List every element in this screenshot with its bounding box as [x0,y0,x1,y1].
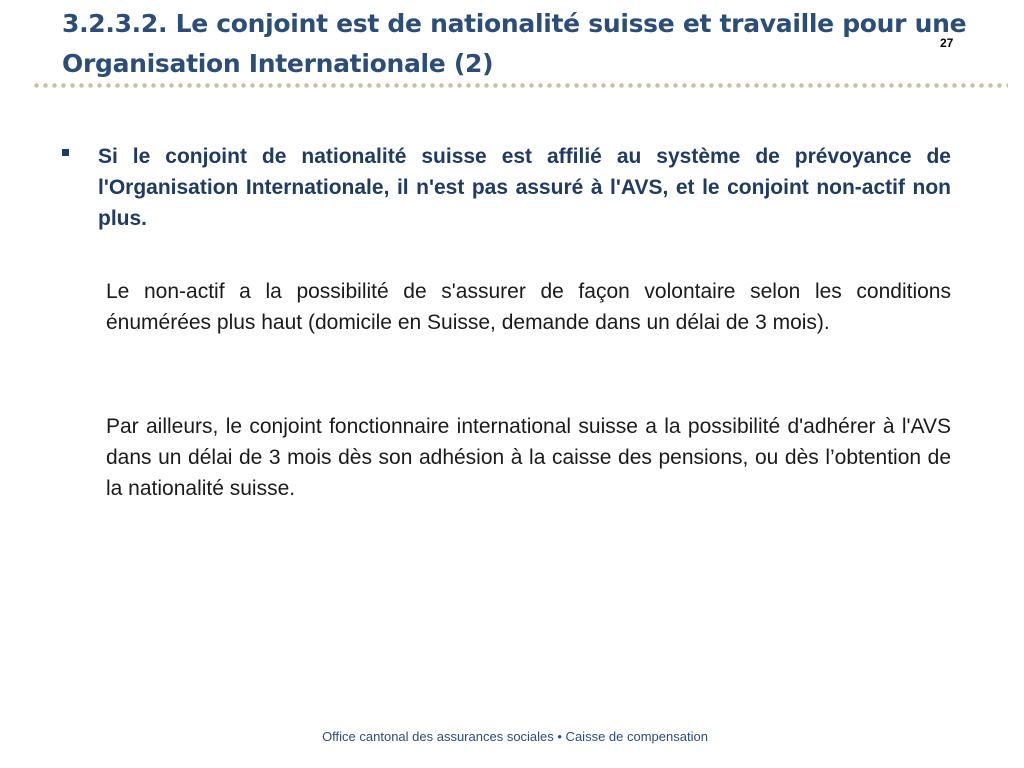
square-bullet-icon [62,149,69,156]
dotted-divider [32,82,1008,89]
footer-text: Office cantonal des assurances sociales • Caisse de compensation [322,729,708,744]
paragraph-avs-membership: Par ailleurs, le conjoint fonctionnaire international suisse a la possibilité d'adhérer à l'AVS dans un délai de 3 mois dès son adhésion à la caisse des pensions, ou dès l’obtention de la nationalité suisse. [106,415,951,500]
page-number: 27 [940,36,954,50]
paragraph-voluntary-insurance: Le non-actif a la possibilité de s'assurer de façon volontaire selon les conditions énumérées plus haut (domicile en Suisse, demande dans un délai de 3 mois). [106,280,951,334]
bullet-point-text: Si le conjoint de nationalité suisse est affilié au système de prévoyance de l'Organisation Internationale, il n'est pas assuré à l'AVS, et le conjoint non-actif non plus. [98,145,951,230]
slide-title: 3.2.3.2. Le conjoint est de nationalité suisse et travaille pour une Organisation Internationale (2) [62,9,967,78]
